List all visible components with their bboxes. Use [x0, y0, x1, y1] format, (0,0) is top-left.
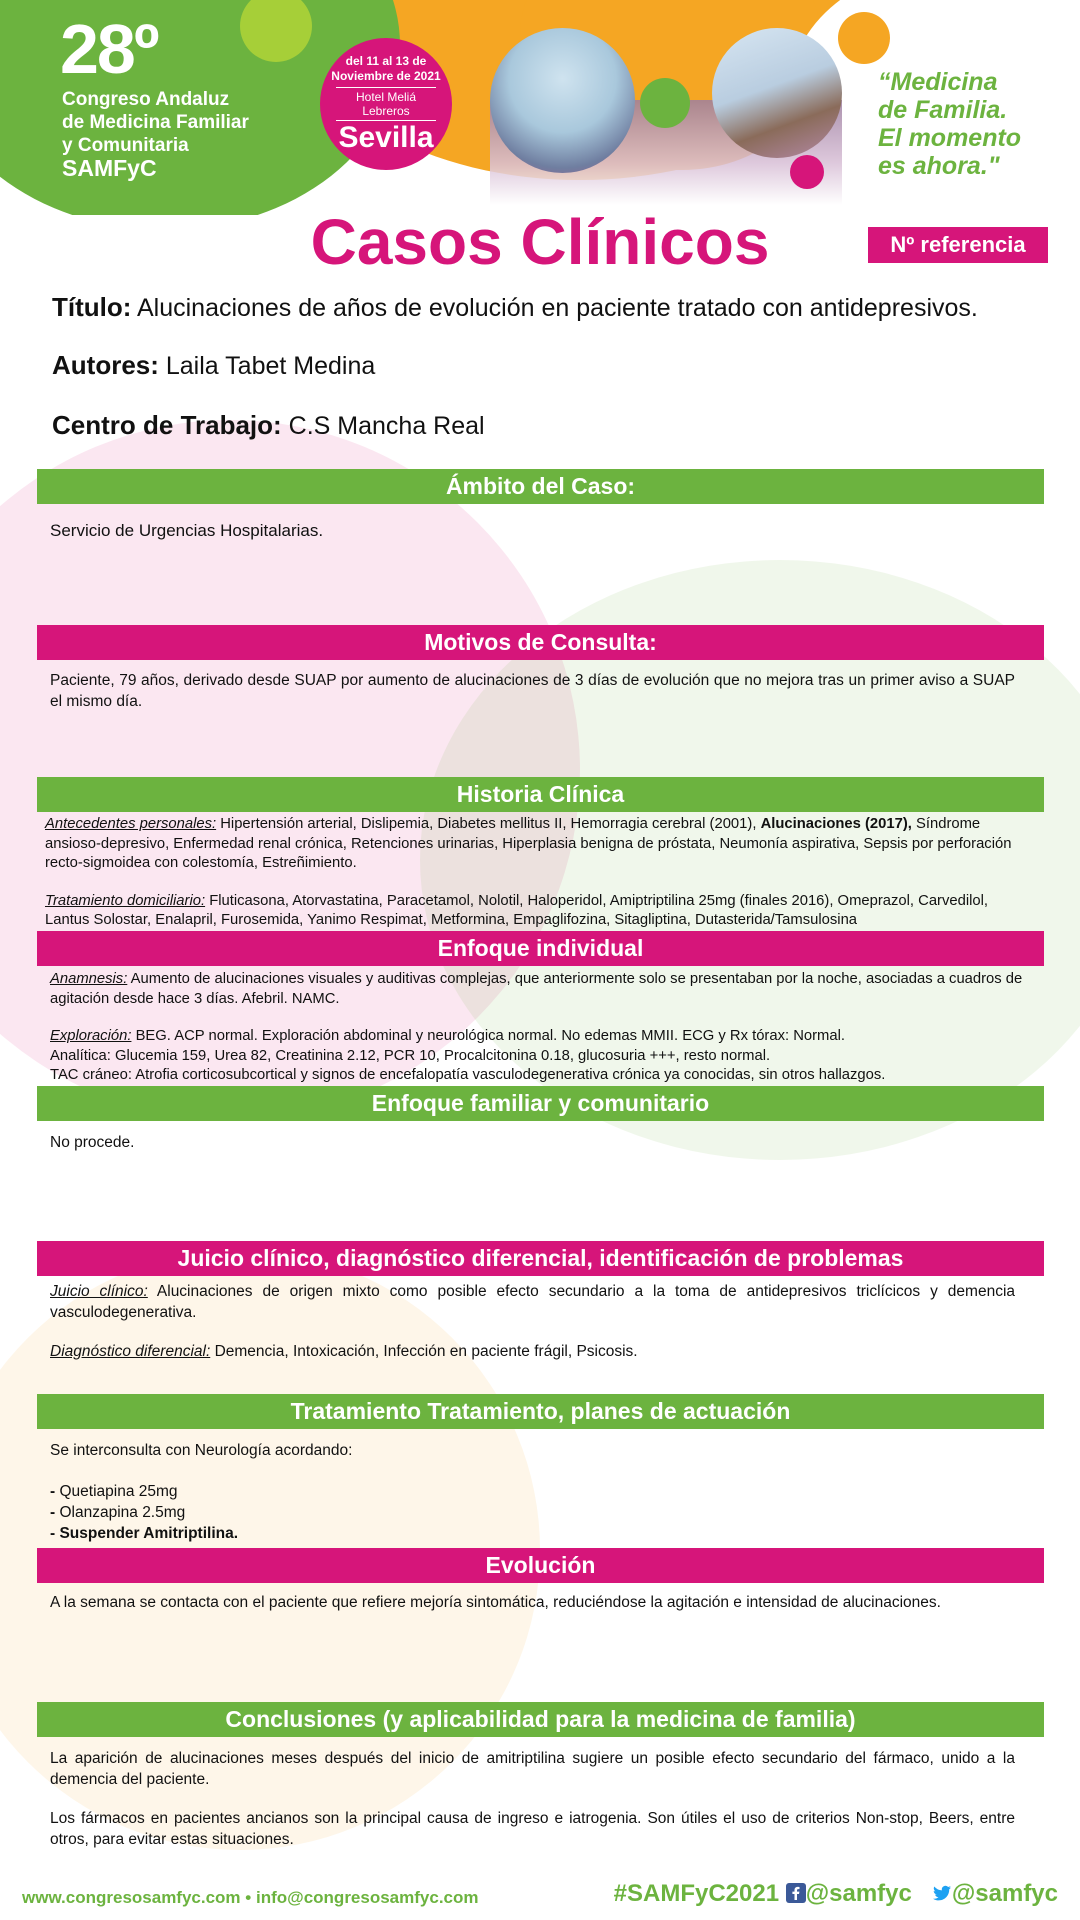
section-heading-motivos: Motivos de Consulta: [37, 625, 1044, 660]
reference-badge: Nº referencia [868, 227, 1048, 263]
facebook-icon[interactable] [786, 1883, 806, 1903]
list-item: - Quetiapina 25mg [50, 1481, 1015, 1502]
section-text-conclusiones: La aparición de alucinaciones meses después del inicio de amitriptilina sugiere un posible efecto secundario del fármaco, unido a la demencia del paciente. Los fármacos en pacientes ancianos son la principal causa de ingreso e iatrogenia. Son útiles el uso de criterios Non-stop, Beers, entre otros, para evitar estas situaciones. [50, 1750, 1015, 1848]
treatment-list [50, 1481, 1015, 1544]
decor-dot [640, 78, 690, 128]
section-heading-enfoque-individual: Enfoque individual [37, 931, 1044, 966]
congress-name: Congreso Andaluz de Medicina Familiar y Comunitaria SAMFyC [62, 88, 292, 180]
congress-number: 28º [60, 10, 158, 88]
section-text-enfoque-familiar: No procede. [50, 1134, 135, 1151]
congress-org: SAMFyC [62, 155, 157, 181]
bridge-photo [712, 28, 842, 158]
email-link[interactable]: info@congresosamfyc.com [255, 1888, 479, 1907]
case-center: Centro de Trabajo: C.S Mancha Real [52, 410, 485, 440]
footer-contact: www.congresosamfyc.com • info@congresosamfyc.com [22, 1888, 479, 1907]
case-authors: Autores: Laila Tabet Medina [52, 350, 376, 380]
twitter-handle[interactable]: @samfyc [951, 1880, 1058, 1907]
section-heading-enfoque-familiar: Enfoque familiar y comunitario [37, 1086, 1044, 1121]
motto: “Medicina de Familia. El momento es ahora." [878, 68, 1022, 180]
section-text-enfoque-individual: Anamnesis: Aumento de alucinaciones visuales y auditivas complejas, que anteriormente solo se presentaban por la noche, asociadas a cuadros de agitación desde hace 3 días. Afebril. NAMC. Exploración: BEG. ACP normal. Exploración abdominal y neurológica normal. No edemas MMII. ECG y Rx tórax: Normal. Analítica: Glucemia 159, Urea 82, Creatinina 2.12, PCR 10, Procalcitonina 0.18, glucosuria +++, resto normal. TAC cráneo: Atrofia corticosubcortical y signos de encefalopatía vasculodegenerativa crónica ya conocidas, sin otros hallazgos. [50, 971, 1023, 1083]
section-heading-historia: Historia Clínica [37, 777, 1044, 812]
case-title: Título: Alucinaciones de años de evolución en paciente tratado con antidepresivos. [52, 292, 978, 322]
section-text-motivos: Paciente, 79 años, derivado desde SUAP por aumento de alucinaciones de 3 días de evolución que no mejora tras un primer aviso a SUAP el mismo día. [50, 672, 1015, 710]
section-text-juicio: Juicio clínico: Alucinaciones de origen mixto como posible efecto secundario a la toma de antidepresivos triclícicos y demencia vasculodegenerativa. Diagnóstico diferencial: Demencia, Intoxicación, Infección en paciente frágil, Psicosis. [50, 1283, 1016, 1360]
section-text-ambito: Servicio de Urgencias Hospitalarias. [50, 521, 324, 540]
header-banner [0, 0, 1080, 215]
website-link[interactable]: www.congresosamfyc.com [22, 1888, 241, 1907]
section-heading-juicio: Juicio clínico, diagnóstico diferencial, identificación de problemas [37, 1241, 1044, 1276]
section-heading-ambito: Ámbito del Caso: [37, 469, 1044, 504]
section-heading-tratamiento: Tratamiento Tratamiento, planes de actuación [37, 1394, 1044, 1429]
decor-dot [790, 155, 824, 189]
hashtag: #SAMFyC2021 [613, 1880, 780, 1907]
section-text-tratamiento: Se interconsulta con Neurología acordando: - Quetiapina 25mg - Olanzapina 2.5mg - Suspender Amitriptilina. [50, 1440, 1015, 1544]
section-text-evolucion: A la semana se contacta con el paciente que refiere mejoría sintomática, reduciéndose la agitación e intensidad de alucinaciones. [50, 1594, 941, 1611]
section-heading-evolucion: Evolución [37, 1548, 1044, 1583]
date-badge: del 11 al 13 de Noviembre de 2021 Hotel Meliá Lebreros Sevilla [320, 38, 452, 170]
list-item: - Olanzapina 2.5mg [50, 1502, 1015, 1523]
decor-dot [838, 12, 890, 64]
section-heading-conclusiones: Conclusiones (y aplicabilidad para la medicina de familia) [37, 1702, 1044, 1737]
twitter-icon[interactable] [932, 1883, 952, 1903]
list-item: - Suspender Amitriptilina. [50, 1523, 1015, 1544]
section-text-historia: Antecedentes personales: Hipertensión arterial, Dislipemia, Diabetes mellitus II, Hemorragia cerebral (2001), Alucinaciones (2017), Síndrome ansioso-depresivo, Enfermedad renal crónica, Retenciones urinarias, Hiperplasia benigna de próstata, Neumonía aspirativa, Sepsis por perforación recto-sigmoidea con colestomía, Estreñimiento. Tratamiento domiciliario: Fluticasona, Atorvastatina, Paracetamol, Nolotil, Haloperidol, Amiptriptilina 25mg (finales 2016), Omeprazol, Carvedilol, Lantus Solostar, Enalapril, Furosemida, Yanimo Respimat, Metformina, Empaglifozina, Sitagliptina, Dutasterida/Tamsulosina [45, 816, 1012, 928]
facebook-handle[interactable]: @samfyc [805, 1880, 912, 1907]
page-title: Casos Clínicos [310, 206, 770, 278]
city: Sevilla [338, 121, 434, 154]
venue: Hotel Meliá Lebreros [336, 87, 436, 121]
footer-social [614, 1880, 1058, 1908]
statue-photo [490, 28, 635, 173]
